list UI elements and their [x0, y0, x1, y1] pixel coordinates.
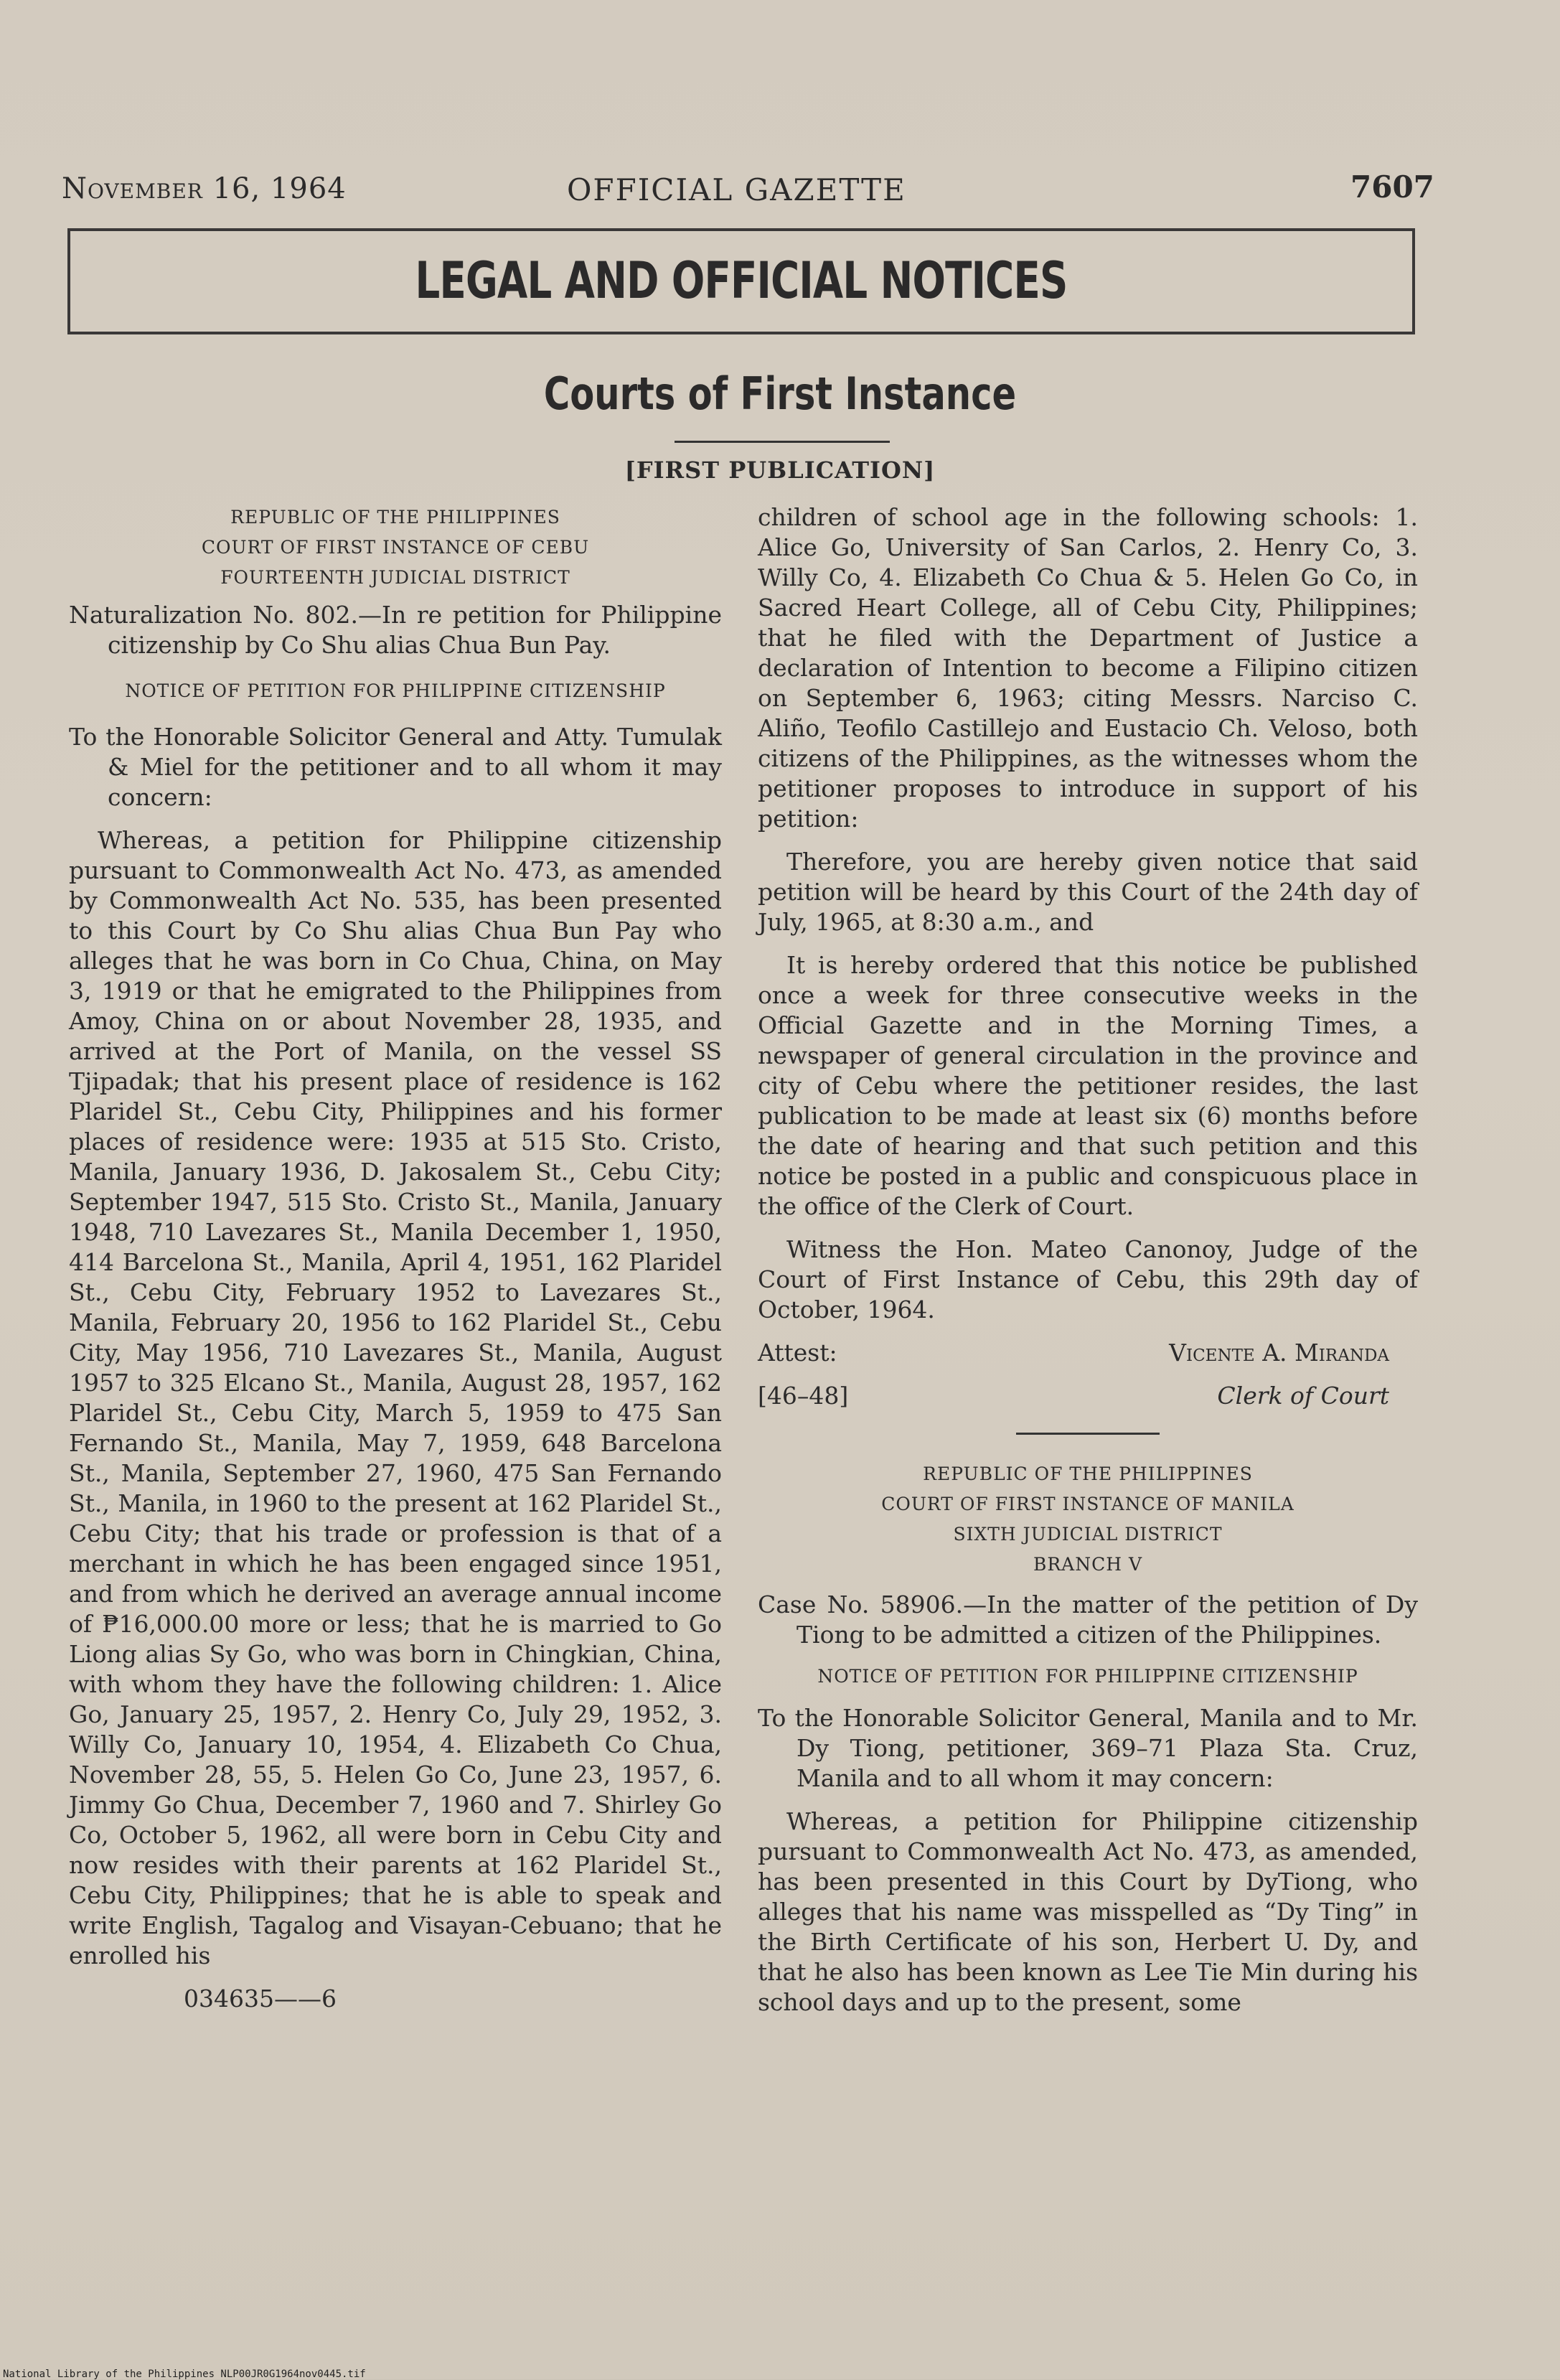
- notice-body: Whereas, a petition for Philippine citizenship pursuant to Commonwealth Act No. 473, as amended by Commonwealth Act No. 535, has been presented to this Court by Co Shu alias Chua Bun Pay who alleges that he was born in Co Chua, China, on May 3, 1919 or that he emigrated to the Philippines from Amoy, China on or about November 28, 1935, and arrived at the Port of Manila, on the vessel SS Tjipadak; that his present place of residence is 162 Plaridel St., Cebu City, Philippines and his former places of residence were: 1935 at 515 Sto. Cristo, Manila, January 1936, D. Jakosalem St., Cebu City; September 1947, 515 Sto. Cristo St., Manila, January 1948, 710 Lavezares St., Manila December 1, 1950, 414 Barcelona St., Manila, April 4, 1951, 162 Plaridel St., Cebu City, February 1952 to Lavezares St., Manila, February 20, 1956 to 162 Plaridel St., Cebu City, May 1956, 710 Lavezares St., Manila, August 1957 to 325 Elcano St., Manila, August 28, 1957, 162 Plaridel St., Cebu City, March 5, 1959 to 475 San Fernando St., Manila, May 7, 1959, 648 Barcelona St., Manila, September 27, 1960, 475 San Fernando St., Manila, in 1960 to the present at 162 Plaridel St., Cebu City; that his trade or profession is that of a merchant in which he has been engaged since 1951, and from which he derived an average annual income of ₱16,000.00 more or less; that he is married to Go Liong alias Sy Go, who was born in Chingkian, China, with whom they have the following children: 1. Alice Go, January 25, 1957, 2. Henry Co, July 29, 1952, 3. Willy Co, January 10, 1954, 4. Elizabeth Co Chua, November 28, 55, 5. Helen Go Co, June 23, 1957, 6. Jimmy Go Chua, December 7, 1960 and 7. Shirley Go Co, October 5, 1962, all were born in Cebu City and now resides with their parents at 162 Plaridel St., Cebu City, Philippines; that he is able to speak and write English, Tagalog and Visayan-Cebuano; that he enrolled his: [69, 826, 722, 1969]
- signatory-name: Vicente A. Miranda: [1169, 1339, 1389, 1367]
- section-banner: [67, 228, 1415, 334]
- signatory-title: Clerk of Court: [1217, 1382, 1389, 1410]
- banner-title: LEGAL AND OFFICIAL NOTICES: [415, 251, 1068, 310]
- notice-body-continued: children of school age in the following schools: 1. Alice Go, University of San Carlos, 2. Henry Co, 3. Willy Co, 4. Elizabeth Co Chua & 5. Helen Go Co, in Sacred Heart College, all of Cebu City, Philippines; that he filed with the Department of Justice a declaration of Intention to become a Filipino citizen on September 6, 1963; citing Messrs. Narciso C. Aliño, Teofilo Castillejo and Eustacio Ch. Veloso, both citizens of the Philippines, as the witnesses whom the petitioner proposes to introduce in support of his petition:: [758, 503, 1418, 833]
- case-caption: Case No. 58906.—In the matter of the petition of Dy Tiong to be admitted a citizen of the Philippines.: [758, 1590, 1418, 1649]
- scan-source-footer: National Library of the Philippines NLP00JR0G1964nov0445.tif: [3, 2369, 366, 2380]
- publication-title: OFFICIAL GAZETTE: [567, 172, 906, 207]
- issue-range: [46–48]: [758, 1382, 849, 1410]
- attestation: [758, 1338, 1418, 1368]
- addressee: To the Honorable Solicitor General, Manila and to Mr. Dy Tiong, petitioner, 369–71 Plaza Sta. Cruz, Manila and to all whom it may concern:: [758, 1704, 1418, 1792]
- publication-order: It is hereby ordered that this notice be published once a week for three consecutive weeks in the Official Gazette and in the Morning Times, a newspaper of general circulation in the province and city of Cebu where the petitioner resides, the last publication to be made at least six (6) months before the date of hearing and that such petition and this notice be posted in a public and conspicuous place in the office of the Clerk of Court.: [758, 951, 1418, 1220]
- notice-body: Whereas, a petition for Philippine citizenship pursuant to Commonwealth Act No. 473, as amended, has been presented in this Court by DyTiong, who alleges that his name was misspelled as “Dy Ting” in the Birth Certificate of his son, Herbert U. Dy, and that he also has been known as Lee Tie Min during his school days and up to the present, some: [758, 1807, 1418, 2016]
- case-caption: Naturalization No. 802.—In re petition for Philippine citizenship by Co Shu alias Chua Bun Pay.: [69, 601, 722, 659]
- court-line: SIXTH JUDICIAL DISTRICT: [953, 1524, 1223, 1545]
- notice-heading: NOTICE OF PETITION FOR PHILIPPINE CITIZENSHIP: [817, 1666, 1358, 1687]
- court-line: BRANCH V: [1033, 1554, 1143, 1575]
- attest-label: Attest:: [758, 1339, 837, 1367]
- court-line: COURT OF FIRST INSTANCE OF CEBU: [201, 537, 590, 558]
- page-number: 7607: [1350, 169, 1434, 205]
- witness-line: Witness the Hon. Mateo Canonoy, Judge of the Court of First Instance of Cebu, this 29th day of October, 1964.: [758, 1235, 1418, 1323]
- divider: [675, 441, 890, 443]
- right-column: [758, 502, 1418, 2018]
- court-line: FOURTEENTH JUDICIAL DISTRICT: [220, 567, 570, 588]
- notice-heading: NOTICE OF PETITION FOR PHILIPPINE CITIZENSHIP: [125, 680, 666, 701]
- footer-code: 034635——6: [184, 1985, 337, 2013]
- section-title: Courts of First Instance: [543, 367, 1017, 420]
- issue-date: November 16, 1964: [62, 172, 347, 205]
- addressee: To the Honorable Solicitor General and Atty. Tumulak & Miel for the petitioner and to all whom it may concern:: [69, 723, 722, 811]
- court-line: REPUBLIC OF THE PHILIPPINES: [230, 507, 560, 528]
- divider: [1016, 1433, 1160, 1435]
- publication-note: [FIRST PUBLICATION]: [624, 456, 936, 484]
- court-line: COURT OF FIRST INSTANCE OF MANILA: [881, 1494, 1294, 1514]
- left-column: [69, 502, 722, 2014]
- attestation-row-2: [758, 1381, 1418, 1411]
- hearing-notice: Therefore, you are hereby given notice that said petition will be heard by this Court of the 24th day of July, 1965, at 8:30 a.m., and: [758, 848, 1418, 936]
- court-line: REPUBLIC OF THE PHILIPPINES: [923, 1463, 1253, 1484]
